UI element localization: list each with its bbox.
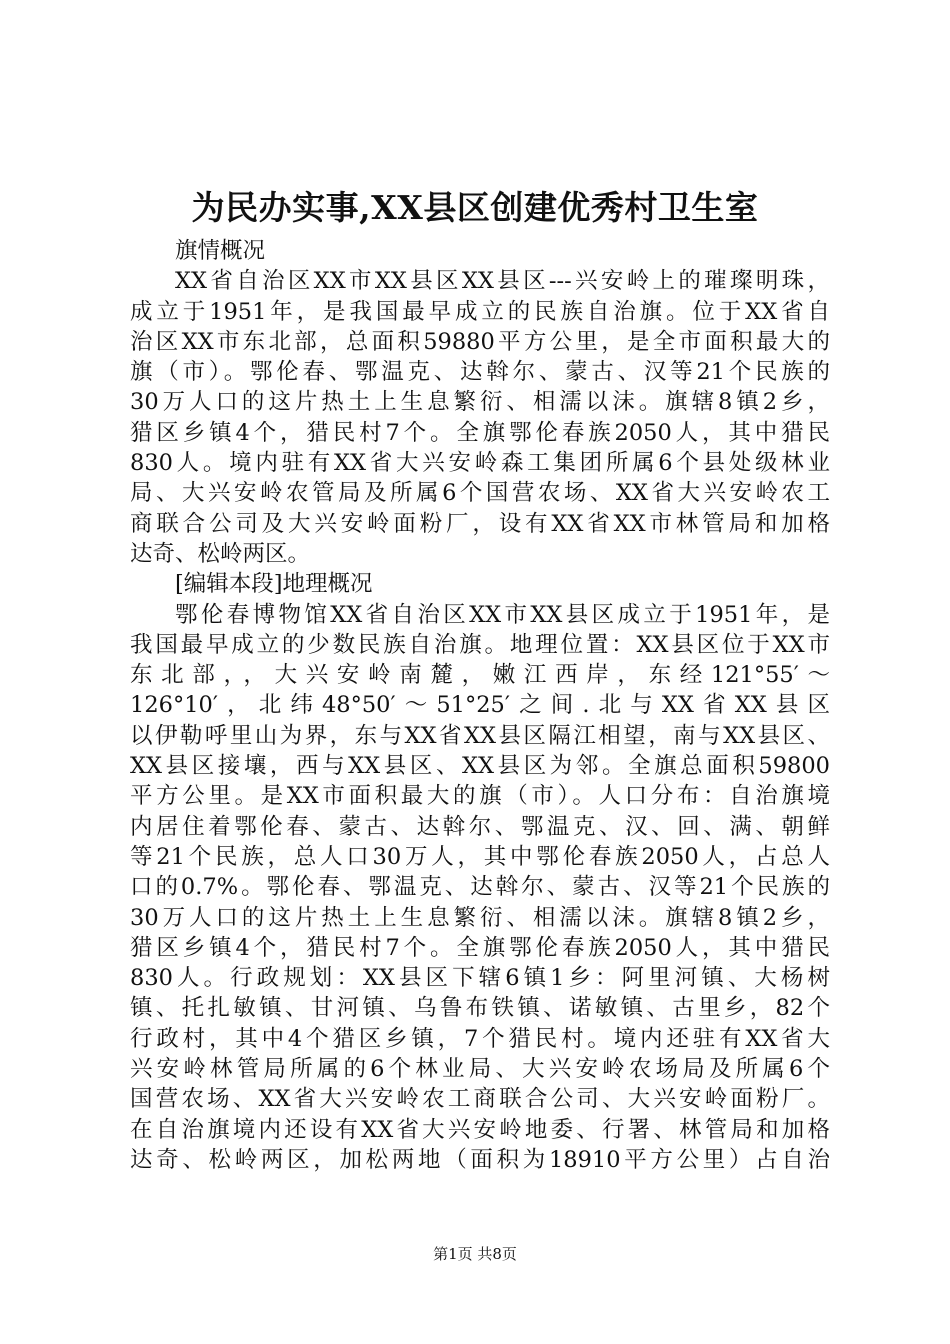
text-line: 平方公里。是XX市面积最大的旗（市）。人口分布：自治旗境: [130, 783, 830, 810]
text-line: 局、大兴安岭农管局及所属6个国营农场、XX省大兴安岭农工: [130, 480, 830, 507]
text-line: 行政村，其中4个猎区乡镇，7个猎民村。境内还驻有XX省大: [130, 1025, 830, 1052]
text-line: 达奇、松岭两区。: [130, 540, 311, 567]
text-line: 治区XX市东北部，总面积59880平方公里，是全市面积最大的: [130, 328, 830, 355]
text-line: 30万人口的这片热土上生息繁衍、相濡以沫。旗辖8镇2乡，: [130, 389, 830, 416]
page-footer: 第1页 共8页: [433, 1245, 517, 1263]
text-line: 在自治旗境内还设有XX省大兴安岭地委、行署、林管局和加格: [130, 1116, 830, 1143]
text-line: 以伊勒呼里山为界，东与XX省XX县区隔江相望，南与XX县区、: [130, 722, 830, 749]
text-line: 我国最早成立的少数民族自治旗。地理位置：XX县区位于XX市: [130, 631, 830, 658]
text-line: 内居住着鄂伦春、蒙古、达斡尔、鄂温克、汉、回、满、朝鲜: [130, 813, 830, 840]
document-title: 为民办实事,XX县区创建优秀村卫生室: [191, 188, 759, 227]
text-line: 旗（市）。鄂伦春、鄂温克、达斡尔、蒙古、汉等21个民族的: [130, 359, 830, 386]
text-line: 商联合公司及大兴安岭面粉厂，设有XX省XX市林管局和加格: [130, 510, 830, 537]
text-line: 成立于1951年，是我国最早成立的民族自治旗。位于XX省自: [130, 298, 830, 325]
text-line: 830人。行政规划：XX县区下辖6镇1乡：阿里河镇、大杨树: [130, 965, 830, 992]
text-line: 等21个民族，总人口30万人，其中鄂伦春族2050人，占总人: [130, 843, 830, 870]
text-line: 达奇、松岭两区，加松两地（面积为18910平方公里）占自治: [130, 1146, 830, 1173]
section-heading-overview: 旗情概况: [175, 238, 266, 264]
text-line: 镇、托扎敏镇、甘河镇、乌鲁布铁镇、诺敏镇、古里乡，82个: [130, 995, 830, 1022]
text-line: XX省自治区XX市XX县区XX县区---兴安岭上的璀璨明珠，: [175, 268, 830, 295]
text-line: 兴安岭林管局所属的6个林业局、大兴安岭农场局及所属6个: [130, 1056, 830, 1083]
text-line: 830人。境内驻有XX省大兴安岭森工集团所属6个县处级林业: [130, 450, 830, 477]
text-line: 鄂伦春博物馆XX省自治区XX市XX县区成立于1951年，是: [175, 601, 830, 628]
text-line: XX县区接壤，西与XX县区、XX县区为邻。全旗总面积59800: [130, 753, 830, 780]
text-line: 30万人口的这片热土上生息繁衍、相濡以沫。旗辖8镇2乡，: [130, 904, 830, 931]
text-line: 口的0.7%。鄂伦春、鄂温克、达斡尔、蒙古、汉等21个民族的: [130, 874, 830, 901]
text-line: 猎区乡镇4个，猎民村7个。全旗鄂伦春族2050人，其中猎民: [130, 934, 830, 961]
text-line: 东北部，，大兴安岭南麓，嫩江西岸，东经121°55′～: [130, 662, 830, 689]
text-line: 猎区乡镇4个，猎民村7个。全旗鄂伦春族2050人，其中猎民: [130, 419, 830, 446]
text-line: 国营农场、XX省大兴安岭农工商联合公司、大兴安岭面粉厂。: [130, 1086, 830, 1113]
section-heading-geography: [编辑本段]地理概况: [175, 571, 373, 598]
text-line: 126°10′，北纬48°50′～51°25′之间.北与XX省XX县区: [130, 692, 830, 719]
document-body: [130, 236, 830, 1175]
